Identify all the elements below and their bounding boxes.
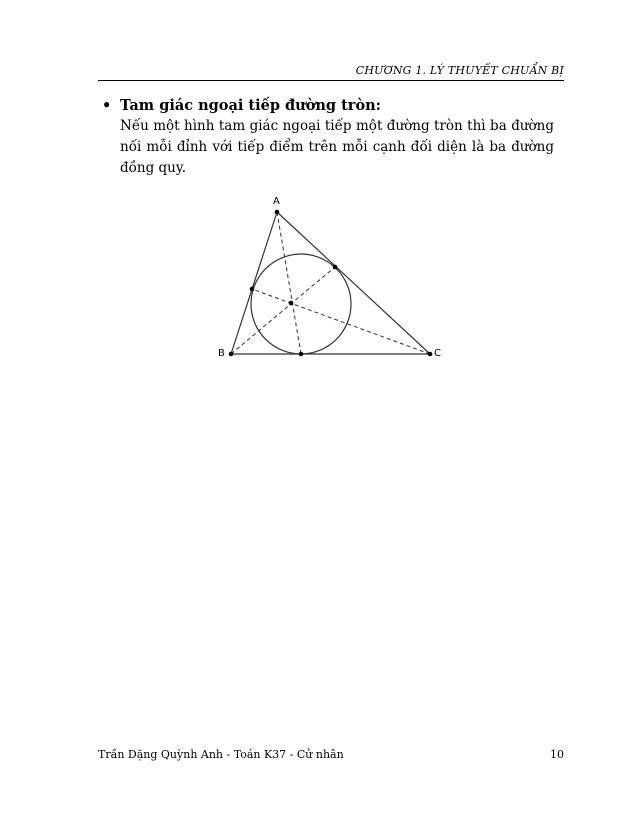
incircle-triangle-figure — [210, 190, 450, 370]
header-rule — [98, 80, 564, 81]
tangent-point-ca — [333, 265, 338, 270]
label-c: C — [434, 348, 441, 359]
theorem-item — [98, 96, 564, 179]
tangent-point-ab — [250, 287, 255, 292]
item-title-line — [98, 96, 564, 116]
footer-author: Trần Dặng Quỳnh Anh - Toán K37 - Cử nhân — [98, 748, 344, 761]
side-ca — [277, 212, 430, 354]
tangent-point-bc — [299, 352, 304, 357]
bullet-icon: • — [102, 97, 112, 114]
running-head: CHƯƠNG 1. LÝ THUYẾT CHUẨN BỊ — [355, 64, 564, 77]
item-title: Tam giác ngoại tiếp đường tròn: — [120, 97, 382, 114]
vertex-b — [229, 352, 234, 357]
page-number: 10 — [550, 748, 564, 761]
cevian-c — [252, 289, 430, 354]
cevian-b — [231, 267, 335, 354]
item-body: Nếu một hình tam giác ngoại tiếp một đường tròn thì ba đường nối mỗi đỉnh với tiếp điểm trên mỗi cạnh đối diện là ba đường đồng quy. — [120, 118, 554, 176]
label-b: B — [218, 348, 225, 359]
cevian-a — [277, 212, 301, 354]
vertex-c — [428, 352, 433, 357]
label-a: A — [273, 196, 280, 207]
side-ab — [231, 212, 277, 354]
concurrency-point — [289, 301, 294, 306]
vertex-a — [275, 210, 280, 215]
